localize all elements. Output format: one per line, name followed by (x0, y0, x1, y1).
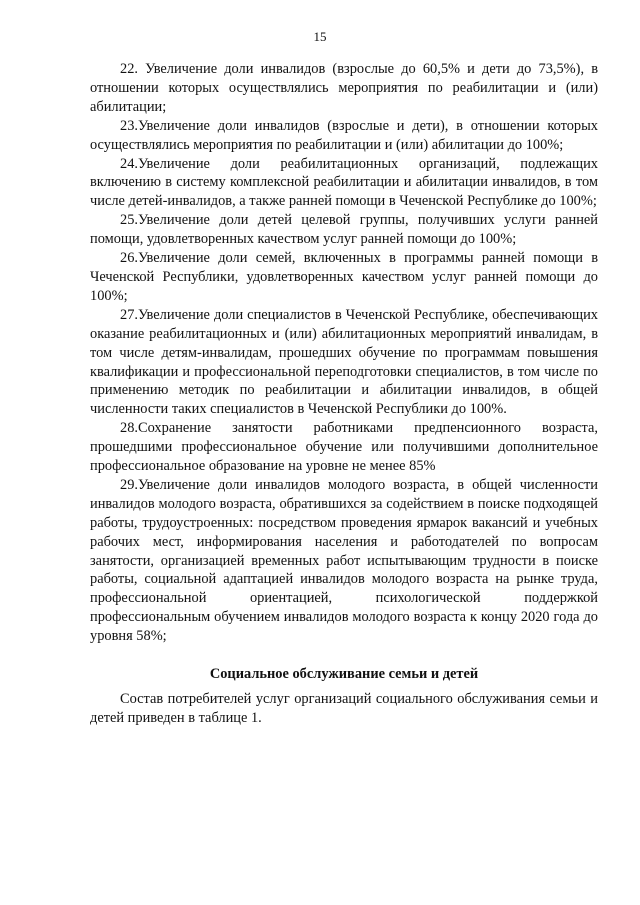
section-paragraph: Состав потребителей услуг организаций социального обслуживания семьи и детей приведен в таблице 1. (90, 691, 598, 726)
list-item-26: 26.Увеличение доли семей, включенных в программы ранней помощи в Чеченской Республики, удовлетворенных качеством услуг ранней помощи до 100%; (90, 250, 598, 304)
list-item-29: 29.Увеличение доли инвалидов молодого возраста, в общей численности инвалидов молодого возраста, обратившихся за содействием в поиске подходящей работы, трудоустроенных: посредством проведения ярмарок вакансий и учебных рабочих мест, информирования населения и работодателей по вопросам занятости, организацией временных работ испытывающим трудности в поиске работы, социальной адаптацией инвалидов молодого возраста на рынке труда, профессиональной ориентацией, психологической поддержкой профессиональным обучением инвалидов молодого возраста к концу 2020 года до уровня 58%; (90, 476, 598, 645)
list-item-27: 27.Увеличение доли специалистов в Чеченской Республике, обеспечивающих оказание реабилитационных и (или) абилитационных мероприятий инвалидам, в том числе детям-инвалидам, прошедших обучение по программам повышения квалификации и профессиональной переподготовки специалистов, в том числе по применению методик по реабилитации и абилитации инвалидов, в общей численности таких специалистов в Чеченской Республики до 100%. (90, 306, 598, 418)
page-content (90, 60, 598, 728)
section-heading: Социальное обслуживание семьи и детей (209, 666, 479, 683)
list-item-25: 25.Увеличение доли детей целевой группы, получивших услуги ранней помощи, удовлетворенных качеством услуг ранней помощи до 100%; (90, 212, 598, 248)
list-item-28: 28.Сохранение занятости работниками предпенсионного возраста, прошедшими профессиональное обучение или получившими дополнительное профессиональное образование на уровне не менее 85% (90, 420, 598, 475)
list-item-23: 23.Увеличение доли инвалидов (взрослые и дети), в отношении которых осуществлялись мероприятия по реабилитации и (или) абилитации до 100%; (90, 117, 598, 153)
page-number: 15 (313, 29, 327, 44)
list-item-24: 24.Увеличение доли реабилитационных организаций, подлежащих включению в систему комплексной реабилитации и абилитации инвалидов, в том числе детей-инвалидов, а также ранней помощи в Чеченской Республике до 100%; (90, 155, 598, 210)
list-item-22: 22. Увеличение доли инвалидов (взрослые до 60,5% и дети до 73,5%), в отношении которых осуществлялись мероприятия по реабилитации и (или) абилитации; (90, 61, 598, 115)
